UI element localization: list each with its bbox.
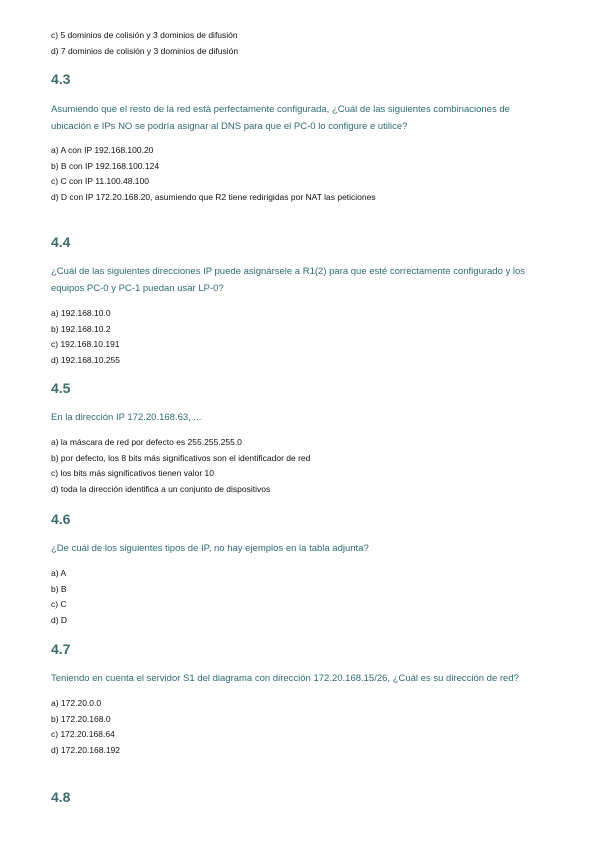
section-4-7 [51,640,551,758]
previous-options [51,28,551,59]
section-4-3 [51,70,551,205]
option-a: a) A [51,568,67,578]
section-4-6 [51,510,551,628]
option-d: d) 192.168.10.255 [51,354,121,365]
section-heading: 4.5 [51,380,71,396]
option-b: b) B con IP 192.168.100.124 [51,160,160,171]
option-c: c) C [51,599,67,609]
options-list [51,566,551,628]
question-text: ¿Cuál de las siguientes direcciones IP puede asignársele a R1(2) para que esté correctamente configurado y los equipos PC-0 y PC-1 puedan usar LP-0? [51,266,526,294]
section-4-8 [51,788,551,806]
option-d: d) 7 dominios de colisión y 3 dominios de difusión [51,45,239,56]
option-c: c) 5 dominios de colisión y 3 dominios de difusión [51,30,238,40]
options-list [51,143,551,205]
option-b: b) 192.168.10.2 [51,323,111,334]
option-d: d) toda la dirección identifica a un conjunto de dispositivos [51,483,271,494]
section-heading: 4.4 [51,234,71,250]
section-4-5 [51,379,551,497]
section-heading: 4.8 [51,789,71,805]
question-text: En la dirección IP 172.20.168.63, ... [51,412,202,423]
question-text: Teniendo en cuenta el servidor S1 del diagrama con dirección 172.20.168.15/26, ¿Cuál es su dirección de red? [51,673,519,684]
question-text: Asumiendo que el resto de la red está perfectamente configurada, ¿Cuál de las siguientes combinaciones de ubicación e IPs NO se podría asignar al DNS para que el PC-0 lo configure e utilice? [51,104,510,132]
options-list [51,435,551,497]
option-d: d) 172.20.168.192 [51,744,121,755]
option-d: d) D [51,614,68,625]
option-b: b) B [51,583,67,594]
option-c: c) 192.168.10.191 [51,339,120,349]
section-heading: 4.3 [51,71,71,87]
option-a: a) la máscara de red por defecto es 255.255.255.0 [51,437,242,447]
section-4-4 [51,233,551,368]
option-c: c) C con IP 11.100.48.100 [51,176,149,186]
section-heading: 4.6 [51,511,71,527]
option-a: a) 172.20.0.0 [51,698,102,708]
option-c: c) 172.20.168.64 [51,729,115,739]
options-list [51,696,551,758]
option-d: d) D con IP 172.20.168.20, asumiendo que R2 tiene redirigidas por NAT las peticiones [51,191,376,202]
option-b: b) por defecto, los 8 bits más significativos son el identificador de red [51,452,311,463]
option-a: a) A con IP 192.168.100.20 [51,145,154,155]
options-list [51,306,551,368]
section-heading: 4.7 [51,641,71,657]
option-a: a) 192.168.10.0 [51,308,111,318]
question-text: ¿De cuál de los siguientes tipos de IP, no hay ejemplos en la tabla adjunta? [51,543,369,554]
option-b: b) 172.20.168.0 [51,713,111,724]
option-c: c) los bits más significativos tienen valor 10 [51,468,214,478]
